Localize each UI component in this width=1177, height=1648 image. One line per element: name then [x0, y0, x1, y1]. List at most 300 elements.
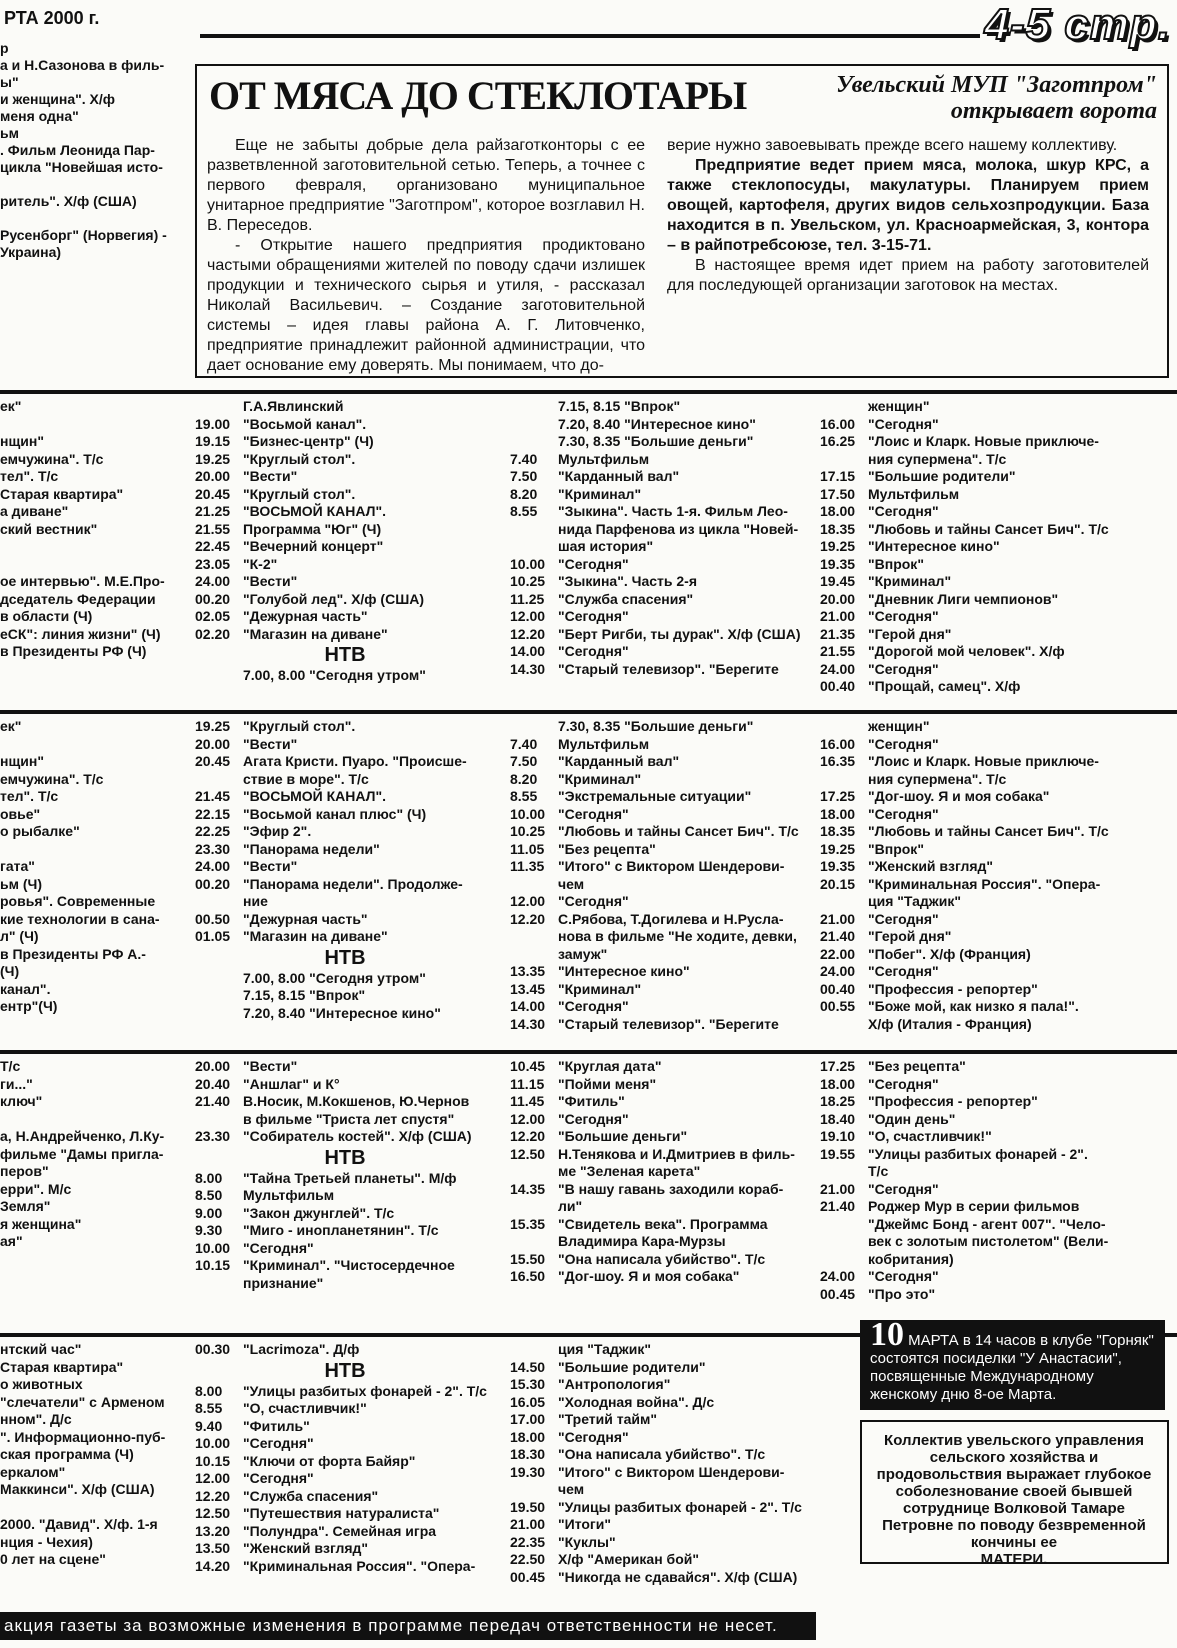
program-title: "Лоис и Кларк. Новые приключе-	[868, 433, 1099, 449]
program-row	[820, 981, 1165, 999]
program-line: Т/с	[868, 1163, 889, 1179]
program-time: 22.15	[195, 805, 231, 822]
program-row	[510, 591, 810, 609]
program-title: "Криминальная Россия". "Опера-	[868, 875, 1101, 892]
program-time: 16.50	[510, 1268, 546, 1284]
program-time: 8.20	[510, 485, 538, 502]
program-time: 19.50	[510, 1498, 546, 1515]
schedule-fragment	[0, 556, 180, 574]
condolence-box	[860, 1420, 1169, 1568]
program-row	[510, 503, 810, 521]
program-title: "Сегодня"	[558, 555, 629, 572]
program-time: 10.25	[510, 573, 546, 589]
subhead-line-2: открывает ворота	[950, 98, 1157, 124]
schedule-fragment	[0, 210, 185, 227]
schedule-fragment: нтский час"	[0, 1341, 82, 1357]
program-time: 18.35	[820, 520, 856, 537]
program-title: "Криминал"	[868, 573, 952, 589]
program-title: "Старый телевизор". "Берегите	[558, 1015, 779, 1032]
program-title: "Улицы разбитых фонарей - 2".	[868, 1145, 1088, 1162]
program-title: "Большие деньги"	[558, 1128, 688, 1144]
program-line: ция "Таджик"	[558, 1341, 651, 1357]
program-row	[195, 1076, 495, 1094]
program-row	[195, 1058, 495, 1076]
program-title: "Улицы разбитых фонарей - 2". Т/с	[243, 1382, 487, 1399]
program-title: "Женский взгляд"	[868, 858, 994, 874]
schedule-fragment: а, Н.Андрейченко, Л.Ку-	[0, 1128, 165, 1144]
program-title: "Круглый стол".	[243, 485, 356, 502]
program-row	[820, 963, 1165, 981]
program-time: 10.00	[510, 555, 546, 572]
program-time: 19.35	[820, 858, 856, 874]
channel-heading: НТВ	[324, 1146, 366, 1169]
program-title: "Сегодня"	[868, 660, 939, 677]
program-title: "Сегодня"	[868, 608, 939, 624]
program-row	[195, 911, 495, 929]
schedule-fragment: канал".	[0, 980, 51, 997]
schedule-fragment: Старая квартира"	[0, 485, 124, 502]
program-row	[510, 963, 810, 981]
program-time: 21.00	[820, 1180, 856, 1197]
program-time: 8.20	[510, 770, 538, 787]
page-number-badge: 4-5 стр.	[984, 0, 1171, 49]
schedule-fragment: ек"	[0, 718, 22, 734]
program-time: 17.15	[820, 468, 856, 484]
program-title: "Сегодня"	[558, 608, 629, 624]
program-time: 8.00	[195, 1382, 223, 1399]
schedule-fragment: Украина)	[0, 244, 62, 260]
program-title: "Прощай, самец". Х/ф	[868, 678, 1021, 694]
program-title: "Сегодня"	[243, 1470, 314, 1486]
condolence-text: Коллектив увельского управления сельского хозяйства и продовольствия выражает глубокое соболезнование своей бывшей сотруднице Волковой Тамаре Петровне по поводу безвременной кончины ее	[876, 1432, 1152, 1551]
program-title: "К-2"	[243, 555, 278, 572]
program-title: "Сегодня"	[558, 643, 629, 659]
program-title: "Сегодня"	[868, 963, 939, 979]
article-headline: ОТ МЯСА ДО СТЕКЛОТАРЫ	[209, 73, 747, 118]
program-title: "Вести"	[243, 858, 298, 874]
program-time: 23.05	[195, 555, 231, 572]
program-time: 14.00	[510, 998, 546, 1014]
program-time: 12.20	[510, 910, 546, 927]
program-title: "О, счастливчик!"	[868, 1128, 992, 1144]
program-time: 13.20	[195, 1522, 231, 1539]
program-row	[510, 1429, 810, 1447]
program-title: "Вечерний концерт"	[243, 538, 384, 554]
program-title: "Сегодня"	[243, 1435, 314, 1451]
program-row	[510, 468, 810, 486]
schedule-fragment	[0, 736, 180, 754]
program-time: 02.20	[195, 625, 231, 642]
program-row	[820, 1058, 1165, 1076]
schedule-fragment: ентр"(Ч)	[0, 998, 58, 1014]
subhead-line-1: Увельский МУП "Заготпром"	[836, 72, 1157, 98]
program-title: "Зыкина". Часть 2-я	[558, 573, 698, 589]
program-row	[510, 981, 810, 999]
program-row	[195, 928, 495, 946]
program-line: Г.А.Явлинский	[243, 398, 344, 414]
program-title: "Про это"	[868, 1285, 936, 1302]
program-row	[510, 858, 810, 876]
program-time: 18.00	[820, 805, 856, 822]
program-title: "Без рецепта"	[558, 840, 656, 857]
band-divider	[0, 390, 1177, 394]
program-title: "Миго - инопланетянин". Т/с	[243, 1222, 439, 1238]
program-row	[510, 1411, 810, 1429]
schedule-fragment	[0, 416, 180, 434]
program-row	[820, 468, 1165, 486]
program-row	[195, 486, 495, 504]
program-time: 8.55	[195, 1400, 223, 1416]
schedule-fragment	[0, 176, 185, 193]
program-time: 17.50	[820, 485, 856, 502]
program-time: 7.40	[510, 735, 538, 752]
program-title: "Любовь и тайны Сансет Бич". Т/с	[558, 823, 799, 839]
program-row	[195, 788, 495, 806]
program-time: 22.25	[195, 823, 231, 839]
program-title: "Полундра". Семейная игра	[243, 1522, 437, 1539]
program-title: "Свидетель века". Программа	[558, 1215, 768, 1232]
program-line: ние	[243, 893, 268, 909]
program-time: 14.00	[510, 643, 546, 659]
program-title: С.Рябова, Т.Догилева и Н.Русла-	[558, 910, 784, 927]
program-line: 7.30, 8.35 "Большие деньги"	[558, 718, 754, 734]
program-time: 18.30	[510, 1446, 546, 1462]
program-title: "Герой дня"	[868, 928, 952, 944]
program-line: замуж"	[558, 945, 608, 962]
program-title: "Сегодня"	[558, 998, 629, 1014]
article-paragraph: верие нужно завоевывать прежде всего нашему коллективу.	[667, 137, 1118, 154]
program-time: 18.25	[820, 1093, 856, 1109]
program-row	[820, 928, 1165, 946]
program-time: 22.50	[510, 1551, 546, 1567]
band-divider	[0, 710, 1177, 714]
schedule-fragment: емчужина". Т/с	[0, 770, 104, 787]
program-title: "Круглый стол".	[243, 450, 356, 467]
program-time: 20.45	[195, 753, 231, 769]
program-title: "Фитиль"	[558, 1093, 625, 1109]
program-row	[820, 678, 1165, 696]
program-row	[820, 503, 1165, 521]
program-title: "Побег". Х/ф (Франция)	[868, 945, 1031, 962]
program-time: 12.50	[195, 1505, 231, 1521]
program-time: 19.25	[820, 538, 856, 554]
program-row	[195, 876, 495, 894]
program-time: 11.35	[510, 858, 545, 874]
schedule-fragment: ская программа (Ч)	[0, 1446, 134, 1462]
program-row	[510, 556, 810, 574]
program-time: 10.00	[195, 1239, 231, 1256]
program-title: "Сегодня"	[868, 1075, 939, 1092]
left-schedule-column	[0, 1058, 180, 1251]
program-title: "Без рецепта"	[868, 1058, 966, 1074]
program-title: "Третий тайм"	[558, 1411, 658, 1427]
program-time: 16.25	[820, 433, 856, 449]
program-title: Н.Тенякова и И.Дмитриев в филь-	[558, 1145, 795, 1162]
program-row	[820, 788, 1165, 806]
program-time: 19.15	[195, 433, 231, 449]
program-time: 20.00	[195, 468, 231, 484]
program-line: 7.00, 8.00 "Сегодня утром"	[243, 969, 426, 986]
program-title: "Вести"	[243, 468, 298, 484]
program-row	[195, 1505, 495, 1523]
program-row	[510, 573, 810, 591]
program-time: 20.00	[195, 735, 231, 752]
program-row	[195, 1418, 495, 1436]
schedule-fragment: тел". Т/с	[0, 468, 59, 484]
program-row	[195, 1435, 495, 1453]
tv-schedule-column	[820, 1058, 1165, 1303]
program-time: 21.00	[820, 910, 856, 927]
tv-schedule-column	[510, 398, 810, 678]
program-row	[195, 1240, 495, 1258]
program-row	[195, 556, 495, 574]
program-row	[510, 1076, 810, 1094]
program-row	[510, 753, 810, 771]
program-title: "Лоис и Кларк. Новые приключе-	[868, 753, 1099, 769]
program-row	[510, 626, 810, 644]
top-rule	[200, 34, 980, 38]
schedule-fragment	[0, 1111, 180, 1129]
program-row	[820, 946, 1165, 964]
program-row	[820, 806, 1165, 824]
program-time: 00.30	[195, 1341, 231, 1357]
program-time: 14.30	[510, 660, 546, 677]
program-time: 10.15	[195, 1257, 231, 1273]
program-line: 7.20, 8.40 "Интересное кино"	[243, 1004, 441, 1021]
program-row	[195, 1187, 495, 1205]
program-title: "Женский взгляд"	[243, 1540, 369, 1556]
program-title: "Восьмой канал".	[243, 415, 367, 432]
program-title: "Восьмой канал плюс" (Ч)	[243, 805, 427, 822]
condolence-last: МАТЕРИ.	[980, 1551, 1048, 1568]
program-row	[510, 1394, 810, 1412]
program-title: "Сегодня"	[868, 735, 939, 752]
program-row	[510, 451, 810, 469]
program-title: "Берт Ригби, ты дурак". Х/ф (США)	[558, 625, 801, 642]
event-notice	[860, 1316, 1165, 1410]
schedule-fragment: нщин"	[0, 753, 44, 769]
program-title: "Сегодня"	[558, 893, 629, 909]
program-line: век с золотым пистолетом" (Вели-	[868, 1233, 1109, 1249]
channel-heading: НТВ	[324, 1359, 366, 1382]
program-row	[510, 788, 810, 806]
program-row	[820, 753, 1165, 771]
program-row	[510, 841, 810, 859]
schedule-fragment: "слечатели" с Арменом	[0, 1393, 165, 1410]
schedule-fragment: л" (Ч)	[0, 928, 39, 944]
program-title: "Сегодня"	[243, 1239, 314, 1256]
program-row	[510, 1446, 810, 1464]
program-row	[195, 573, 495, 591]
program-row	[195, 1453, 495, 1471]
program-time: 8.00	[195, 1169, 223, 1186]
program-line: ме "Зеленая карета"	[558, 1163, 701, 1179]
program-time: 01.05	[195, 928, 231, 944]
program-title: "Большие родители"	[558, 1358, 706, 1375]
program-title: Мультфильм	[868, 485, 960, 502]
program-time: 21.55	[195, 520, 231, 537]
program-time: 12.00	[510, 608, 546, 624]
program-time: 23.30	[195, 1128, 231, 1144]
program-title: "Экстремальные ситуации"	[558, 788, 752, 804]
schedule-fragment: еркалом"	[0, 1463, 66, 1480]
program-row	[195, 1400, 495, 1418]
program-row	[195, 1170, 495, 1188]
program-title: "Служба спасения"	[558, 590, 694, 607]
program-row	[195, 841, 495, 859]
program-row	[195, 1470, 495, 1488]
program-title: "Пойми меня"	[558, 1075, 657, 1092]
program-time: 24.00	[820, 1268, 856, 1284]
program-time: 12.00	[195, 1470, 231, 1486]
program-line: "Джеймс Бонд - агент 007". "Чело-	[868, 1215, 1106, 1232]
program-row	[820, 1286, 1165, 1304]
program-row	[820, 858, 1165, 876]
program-title: "Вести"	[243, 573, 298, 589]
schedule-fragment: ая"	[0, 1233, 23, 1249]
program-time: 00.55	[820, 998, 856, 1014]
schedule-fragment: гата"	[0, 858, 35, 874]
program-line: ния супермена". Т/с	[868, 450, 1007, 467]
program-row	[820, 911, 1165, 929]
program-row	[510, 893, 810, 911]
program-row	[510, 1516, 810, 1534]
left-schedule-column	[0, 1341, 180, 1569]
program-row	[820, 736, 1165, 754]
program-row	[195, 1488, 495, 1506]
tv-schedule-column	[510, 718, 810, 1033]
footer-disclaimer: акция газеты за возможные изменения в программе передач ответственности не несет.	[0, 1612, 816, 1640]
program-row	[510, 661, 810, 679]
program-title: "Аншлаг" и К°	[243, 1075, 340, 1092]
program-title: "Интересное кино"	[868, 538, 1000, 554]
program-row	[195, 1257, 495, 1275]
article-paragraph: - Открытие нашего предприятия продиктовано частыми обращениями жителей по поводу сдачи излишек продукции и технического сырья и утиля, - рассказал Николай Васильевич. – Создание заготовительной системы – идея главы района А. Г. Литовченко, предприятие принадлежит районной администрации, что дает основание ему доверять. Мы понимаем, что до-	[207, 237, 645, 374]
schedule-fragment: в Президенты РФ (Ч)	[0, 643, 147, 659]
program-title: "Боже мой, как низко я пала!".	[868, 998, 1079, 1014]
program-time: 19.55	[820, 1145, 856, 1162]
program-row	[820, 998, 1165, 1016]
program-title: "Любовь и тайны Сансет Бич". Т/с	[868, 823, 1109, 839]
program-time: 13.50	[195, 1540, 231, 1556]
program-row	[195, 1222, 495, 1240]
program-line: признание"	[243, 1274, 324, 1291]
program-time: 12.00	[510, 893, 546, 909]
program-title: "Антропология"	[558, 1376, 671, 1392]
program-line: женщин"	[868, 718, 930, 734]
program-time: 21.55	[820, 643, 856, 659]
program-line: 7.30, 8.35 "Большие деньги"	[558, 433, 754, 449]
program-time: 16.00	[820, 415, 856, 432]
program-row	[195, 1128, 495, 1146]
program-time: 14.35	[510, 1180, 546, 1197]
tv-schedule-column	[510, 1058, 810, 1286]
program-time: 12.20	[195, 1487, 231, 1504]
channel-heading: НТВ	[324, 946, 366, 969]
program-time: 22.35	[510, 1533, 546, 1550]
schedule-fragment: 2000. "Давид". Х/ф. 1-я	[0, 1516, 158, 1532]
program-time: 9.30	[195, 1222, 223, 1238]
program-line: чем	[558, 1481, 585, 1497]
program-title: "Большие родители"	[868, 468, 1016, 484]
program-title: "Карданный вал"	[558, 753, 680, 769]
program-time: 8.55	[510, 788, 538, 804]
program-row	[510, 1111, 810, 1129]
schedule-fragment: и женщина". Х/ф	[0, 91, 116, 107]
program-time: 16.05	[510, 1393, 546, 1410]
program-row	[820, 1128, 1165, 1146]
left-schedule-column	[0, 398, 180, 661]
program-row	[510, 1569, 810, 1587]
schedule-fragment: ы"	[0, 74, 19, 90]
program-title: "Вести"	[243, 1058, 298, 1074]
program-row	[195, 468, 495, 486]
program-title: "Панорама недели". Продолже-	[243, 875, 463, 892]
schedule-fragment: перов"	[0, 1163, 49, 1179]
program-title: "В нашу гавань заходили кораб-	[558, 1180, 784, 1197]
program-title: "Криминал"	[558, 485, 642, 502]
program-time: 11.45	[510, 1093, 545, 1109]
program-time: 12.20	[510, 625, 546, 642]
program-title: Мультфильм	[558, 735, 650, 752]
program-time: 19.45	[820, 573, 856, 589]
program-time: 18.00	[510, 1428, 546, 1445]
schedule-fragment: еСК": линия жизни" (Ч)	[0, 625, 161, 642]
program-row	[510, 1016, 810, 1034]
schedule-fragment: ьм	[0, 125, 19, 141]
program-row	[195, 1205, 495, 1223]
program-line: шая история"	[558, 538, 654, 554]
program-time: 21.40	[820, 1198, 856, 1214]
program-time: 11.05	[510, 840, 545, 857]
program-time: 17.25	[820, 1058, 856, 1074]
program-row	[195, 1523, 495, 1541]
program-row	[820, 416, 1165, 434]
program-title: "Любовь и тайны Сансет Бич". Т/с	[868, 520, 1109, 537]
program-line: 7.00, 8.00 "Сегодня утром"	[243, 667, 426, 683]
program-time: 19.00	[195, 415, 231, 432]
program-title: "Куклы"	[558, 1533, 616, 1550]
program-row	[510, 1376, 810, 1394]
tv-schedule-column	[195, 1058, 495, 1292]
program-row	[510, 1216, 810, 1234]
program-title: "Сегодня"	[558, 805, 629, 822]
program-title: "Голубой лед". Х/ф (США)	[243, 590, 425, 607]
tv-schedule-column	[820, 398, 1165, 696]
program-time: 02.05	[195, 608, 231, 624]
program-time: 8.55	[510, 503, 538, 519]
program-row	[195, 521, 495, 539]
schedule-fragment: ровья". Современные	[0, 893, 156, 909]
schedule-fragment: . Фильм Леонида Пар-	[0, 142, 155, 158]
program-line: ния супермена". Т/с	[868, 770, 1007, 787]
program-time: 00.40	[820, 980, 856, 997]
program-time: 21.35	[820, 625, 856, 642]
schedule-fragment: Земля"	[0, 1198, 51, 1214]
program-row	[510, 771, 810, 789]
program-row	[195, 1341, 495, 1359]
program-title: "Магазин на диване"	[243, 928, 388, 944]
program-title: "Холодная война". Д/с	[558, 1393, 715, 1410]
schedule-fragment: о рыбалке"	[0, 823, 80, 839]
program-time: 19.35	[820, 555, 856, 572]
program-title: "Круглый стол".	[243, 718, 356, 734]
schedule-fragment	[0, 841, 180, 859]
schedule-fragment: (Ч)	[0, 963, 20, 979]
program-title: "Криминал". "Чистосердечное	[243, 1257, 455, 1273]
program-title: "Служба спасения"	[243, 1487, 379, 1504]
program-title: "Итого" с Виктором Шендерови-	[558, 1463, 785, 1480]
